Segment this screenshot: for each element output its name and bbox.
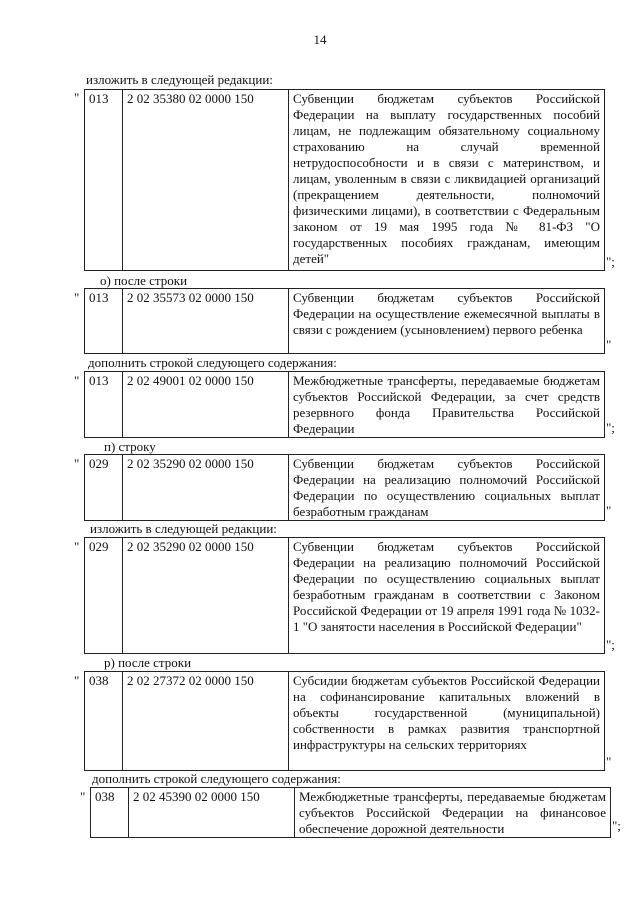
instruction-text: п) строку: [104, 439, 156, 454]
close-quote: ";: [606, 254, 615, 269]
instruction-text: р) после строки: [104, 655, 192, 670]
open-quote: ": [80, 789, 86, 804]
admin-code: 013: [85, 372, 123, 438]
open-quote: ": [74, 673, 80, 688]
budget-code-row: [84, 89, 605, 271]
budget-code-row: [84, 537, 605, 654]
budget-code-row: [84, 671, 605, 771]
revenue-description: Субвенции бюджетам субъектов Российской Федерации на реализацию полномочий Российской Федерации по осуществлению социальных выплат безработным гражданам: [289, 455, 605, 521]
revenue-description: Межбюджетные трансферты, передаваемые бюджетам субъектов Российской Федерации, за счет средств резервного фонда Правительства Российской Федерации: [289, 372, 605, 438]
instruction-text: изложить в следующей редакции:: [86, 72, 273, 87]
kbk-code: 2 02 49001 02 0000 150: [123, 372, 289, 438]
open-quote: ": [74, 90, 80, 105]
revenue-description: Субсидии бюджетам субъектов Российской Федерации на софинансирование капитальных вложений в объекты государственной (муниципальной) собственности в рамках развития транспортной инфраструктуры на сельских территориях: [289, 672, 605, 771]
kbk-code: 2 02 45390 02 0000 150: [129, 788, 295, 838]
close-quote: ";: [606, 420, 615, 435]
kbk-code: 2 02 27372 02 0000 150: [123, 672, 289, 771]
instruction-text: изложить в следующей редакции:: [90, 521, 277, 536]
budget-code-row: [84, 288, 605, 354]
admin-code: 029: [85, 538, 123, 654]
instruction-text: дополнить строкой следующего содержания:: [92, 771, 341, 786]
close-quote: ": [606, 337, 612, 352]
instruction-text: о) после строки: [100, 273, 188, 288]
page-number: 14: [313, 32, 327, 47]
close-quote: ";: [612, 818, 621, 833]
admin-code: 013: [85, 90, 123, 271]
revenue-description: Субвенции бюджетам субъектов Российской Федерации на реализацию полномочий Российской Федерации по осуществлению социальных выплат безработным гражданам в соответствии с Законом Российской Федерации от 19 апреля 1991 года № 1032-1 "О занятости населения в Российской Федерации": [289, 538, 605, 654]
revenue-description: Субвенции бюджетам субъектов Российской Федерации на осуществление ежемесячной выплаты в связи с рождением (усыновлением) первого ребенка: [289, 289, 605, 354]
kbk-code: 2 02 35290 02 0000 150: [123, 538, 289, 654]
admin-code: 038: [91, 788, 129, 838]
budget-code-row: [84, 454, 605, 521]
kbk-code: 2 02 35573 02 0000 150: [123, 289, 289, 354]
admin-code: 013: [85, 289, 123, 354]
instruction-text: дополнить строкой следующего содержания:: [88, 355, 337, 370]
open-quote: ": [74, 456, 80, 471]
kbk-code: 2 02 35290 02 0000 150: [123, 455, 289, 521]
admin-code: 038: [85, 672, 123, 771]
budget-code-row: [84, 371, 605, 438]
revenue-description: Межбюджетные трансферты, передаваемые бюджетам субъектов Российской Федерации на финансовое обеспечение дорожной деятельности: [295, 788, 611, 838]
budget-code-row: [90, 787, 611, 838]
open-quote: ": [74, 373, 80, 388]
close-quote: ": [606, 754, 612, 769]
close-quote: ": [606, 503, 612, 518]
close-quote: ";: [606, 637, 615, 652]
revenue-description: Субвенции бюджетам субъектов Российской Федерации на выплату государственных пособий лицам, не подлежащим обязательному социальному страхованию на случай временной нетрудоспособности и в связи с материнством, и лицам, уволенным в связи с ликвидацией организаций (прекращением деятельности, полномочий физическими лицами), в соответствии с Федеральным законом от 19 мая 1995 года № 81-ФЗ "О государственных пособиях гражданам, имеющим детей": [289, 90, 605, 271]
admin-code: 029: [85, 455, 123, 521]
open-quote: ": [74, 290, 80, 305]
kbk-code: 2 02 35380 02 0000 150: [123, 90, 289, 271]
open-quote: ": [74, 539, 80, 554]
